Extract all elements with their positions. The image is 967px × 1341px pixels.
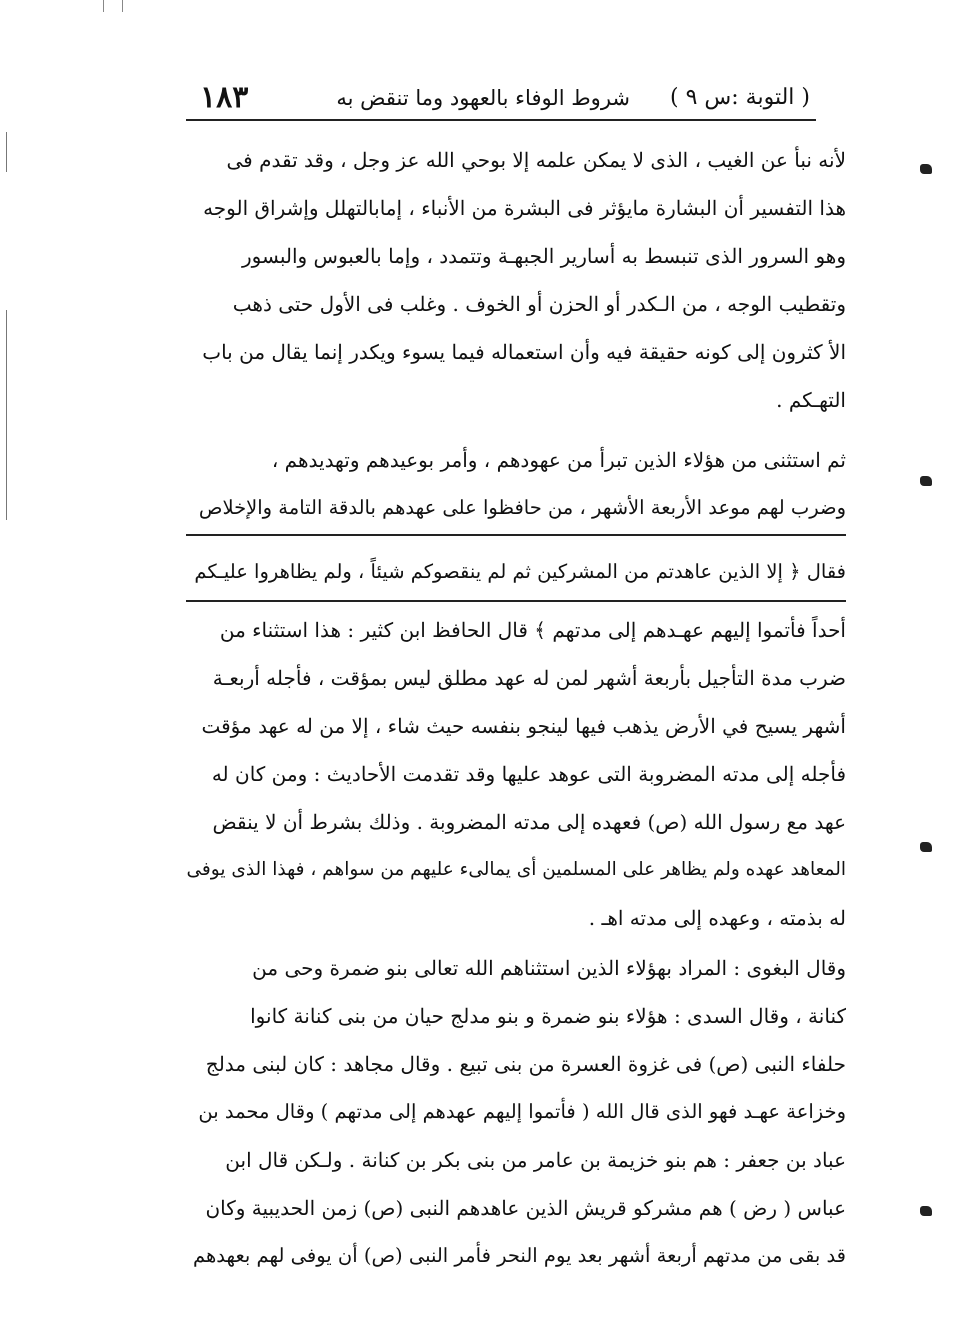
text-line: وقال البغوى : المراد بهؤلاء الذين استثناهم الله تعالى بنو ضمرة وحى من: [252, 956, 846, 980]
text-line: هذا التفسير أن البشارة مايؤثر فى البشرة من الأنباء ، إمابالتهلل وإشراق الوجه: [203, 196, 846, 220]
text-line: لأنه نبأ عن الغيب ، الذى لا يمكن علمه إلا بوحي الله عز وجل ، وقد تقدم فى: [226, 148, 846, 172]
verse-text: فقال ﴿ إلا الذين عاهدتم من المشركين ثم لم ينقصوكم شيئاً ، ولم يظاهروا عليـكم: [194, 560, 846, 583]
margin-mark: [920, 1206, 932, 1216]
scan-artifact: [122, 0, 123, 12]
surah-reference: ( التوبة :س ٩ ): [670, 85, 810, 110]
text-line: الأ كثرون إلى كونه حقيقة فيه وأن استعماله فيما يسوء ويكدر إنما يقال من باب: [202, 340, 846, 364]
text-line: وتقطيب الوجه ، من الـكدر أو الحزن أو الخوف . وغلب فى الأول حتى ذهب: [232, 292, 846, 316]
text-line: فأجله إلى مدته المضروبة التى عوهد عليها وقد تقدمت الأحاديث : ومن كان له: [211, 762, 846, 786]
scan-artifact: [6, 310, 7, 520]
quran-verse: [186, 548, 846, 596]
text-line: كنانة ، وقال السدى : هؤلاء بنو ضمرة و بنو مدلج حيان من بنى كنانة كانوا: [250, 1004, 846, 1028]
running-header: [200, 78, 810, 118]
scan-artifact: [103, 0, 104, 12]
text-line: وضرب لهم موعد الأربعة الأشهر ، من حافظوا على عهدهم بالدقة التامة والإخلاص: [198, 496, 846, 519]
text-line: وهو السرور الذى تنبسط به أسارير الجبهـة وتتمدد ، وإما بالعبوس والبسور: [242, 244, 846, 268]
text-line: ثم استثنى من هؤلاء الذين تبرأ من عهودهم ، وأمر بوعيدهم وتهديدهم ،: [271, 448, 846, 472]
verse-bottom-divider: [186, 600, 846, 602]
text-line: التهـكم .: [776, 388, 846, 412]
text-line: ضرب مدة التأجيل بأربعة أشهر لمن له عهد مطلق ليس بمؤقت ، فأجله أربعـة: [212, 666, 846, 690]
text-line: عباس ( رض ) هم مشركو قريش الذين عاهدهم النبى (ص) زمن الحديبية وكان: [205, 1196, 846, 1220]
text-line: عباد بن جعفر : هم بنو خزيمة بن عامر من بنى بكر بن كنانة . ولـكن قال ابن: [225, 1148, 846, 1172]
text-line: المعاهد عهده ولم يظاهر على المسلمين أى يمالىء عليهم من سواهم ، فهذا الذى يوفى: [186, 859, 846, 880]
page-title: شروط الوفاء بالعهود وما تنقض به: [336, 86, 630, 110]
paragraph-1: [186, 136, 846, 424]
text-line: قد بقى من مدتهم أربعة أشهر بعد يوم النحر فأمر النبى (ص) أن يوفى لهم بعهدهم: [193, 1244, 846, 1267]
header-divider: [186, 119, 816, 121]
paragraph-4: [186, 944, 846, 1280]
margin-mark: [920, 476, 932, 486]
text-line: له بذمته ، وعهده إلى مدته اهـ .: [588, 906, 846, 930]
scan-artifact: [6, 132, 7, 172]
paragraph-2: [186, 436, 846, 532]
margin-mark: [920, 842, 932, 852]
text-line: أشهر يسيح في الأرض يذهب فيها لينجو بنفسه حيث شاء ، إلا من له عهد مؤقت: [201, 714, 846, 738]
text-line: عهد مع رسول الله (ص) فعهده إلى مدته المضروبة . وذلك بشرط أن لا ينقض: [212, 810, 846, 834]
text-line: حلفاء النبى (ص) فى غزوة العسرة من بنى تبيع . وقال مجاهد : كان لبنى مدلج: [205, 1052, 846, 1076]
paragraph-3: [186, 606, 846, 942]
text-line: أحداً فأتموا إليهم عهـدهم إلى مدتهم ﴾ قال الحافظ ابن كثير : هذا استثناء من: [219, 618, 846, 642]
page-number: ١٨٣: [200, 80, 249, 115]
margin-mark: [920, 164, 932, 174]
text-line: وخزاعة عهـد فهو الذى قال الله ( فأتموا إليهم عهدهم إلى مدتهم ) وقال محمد بن: [198, 1100, 846, 1123]
verse-top-divider: [186, 534, 846, 536]
